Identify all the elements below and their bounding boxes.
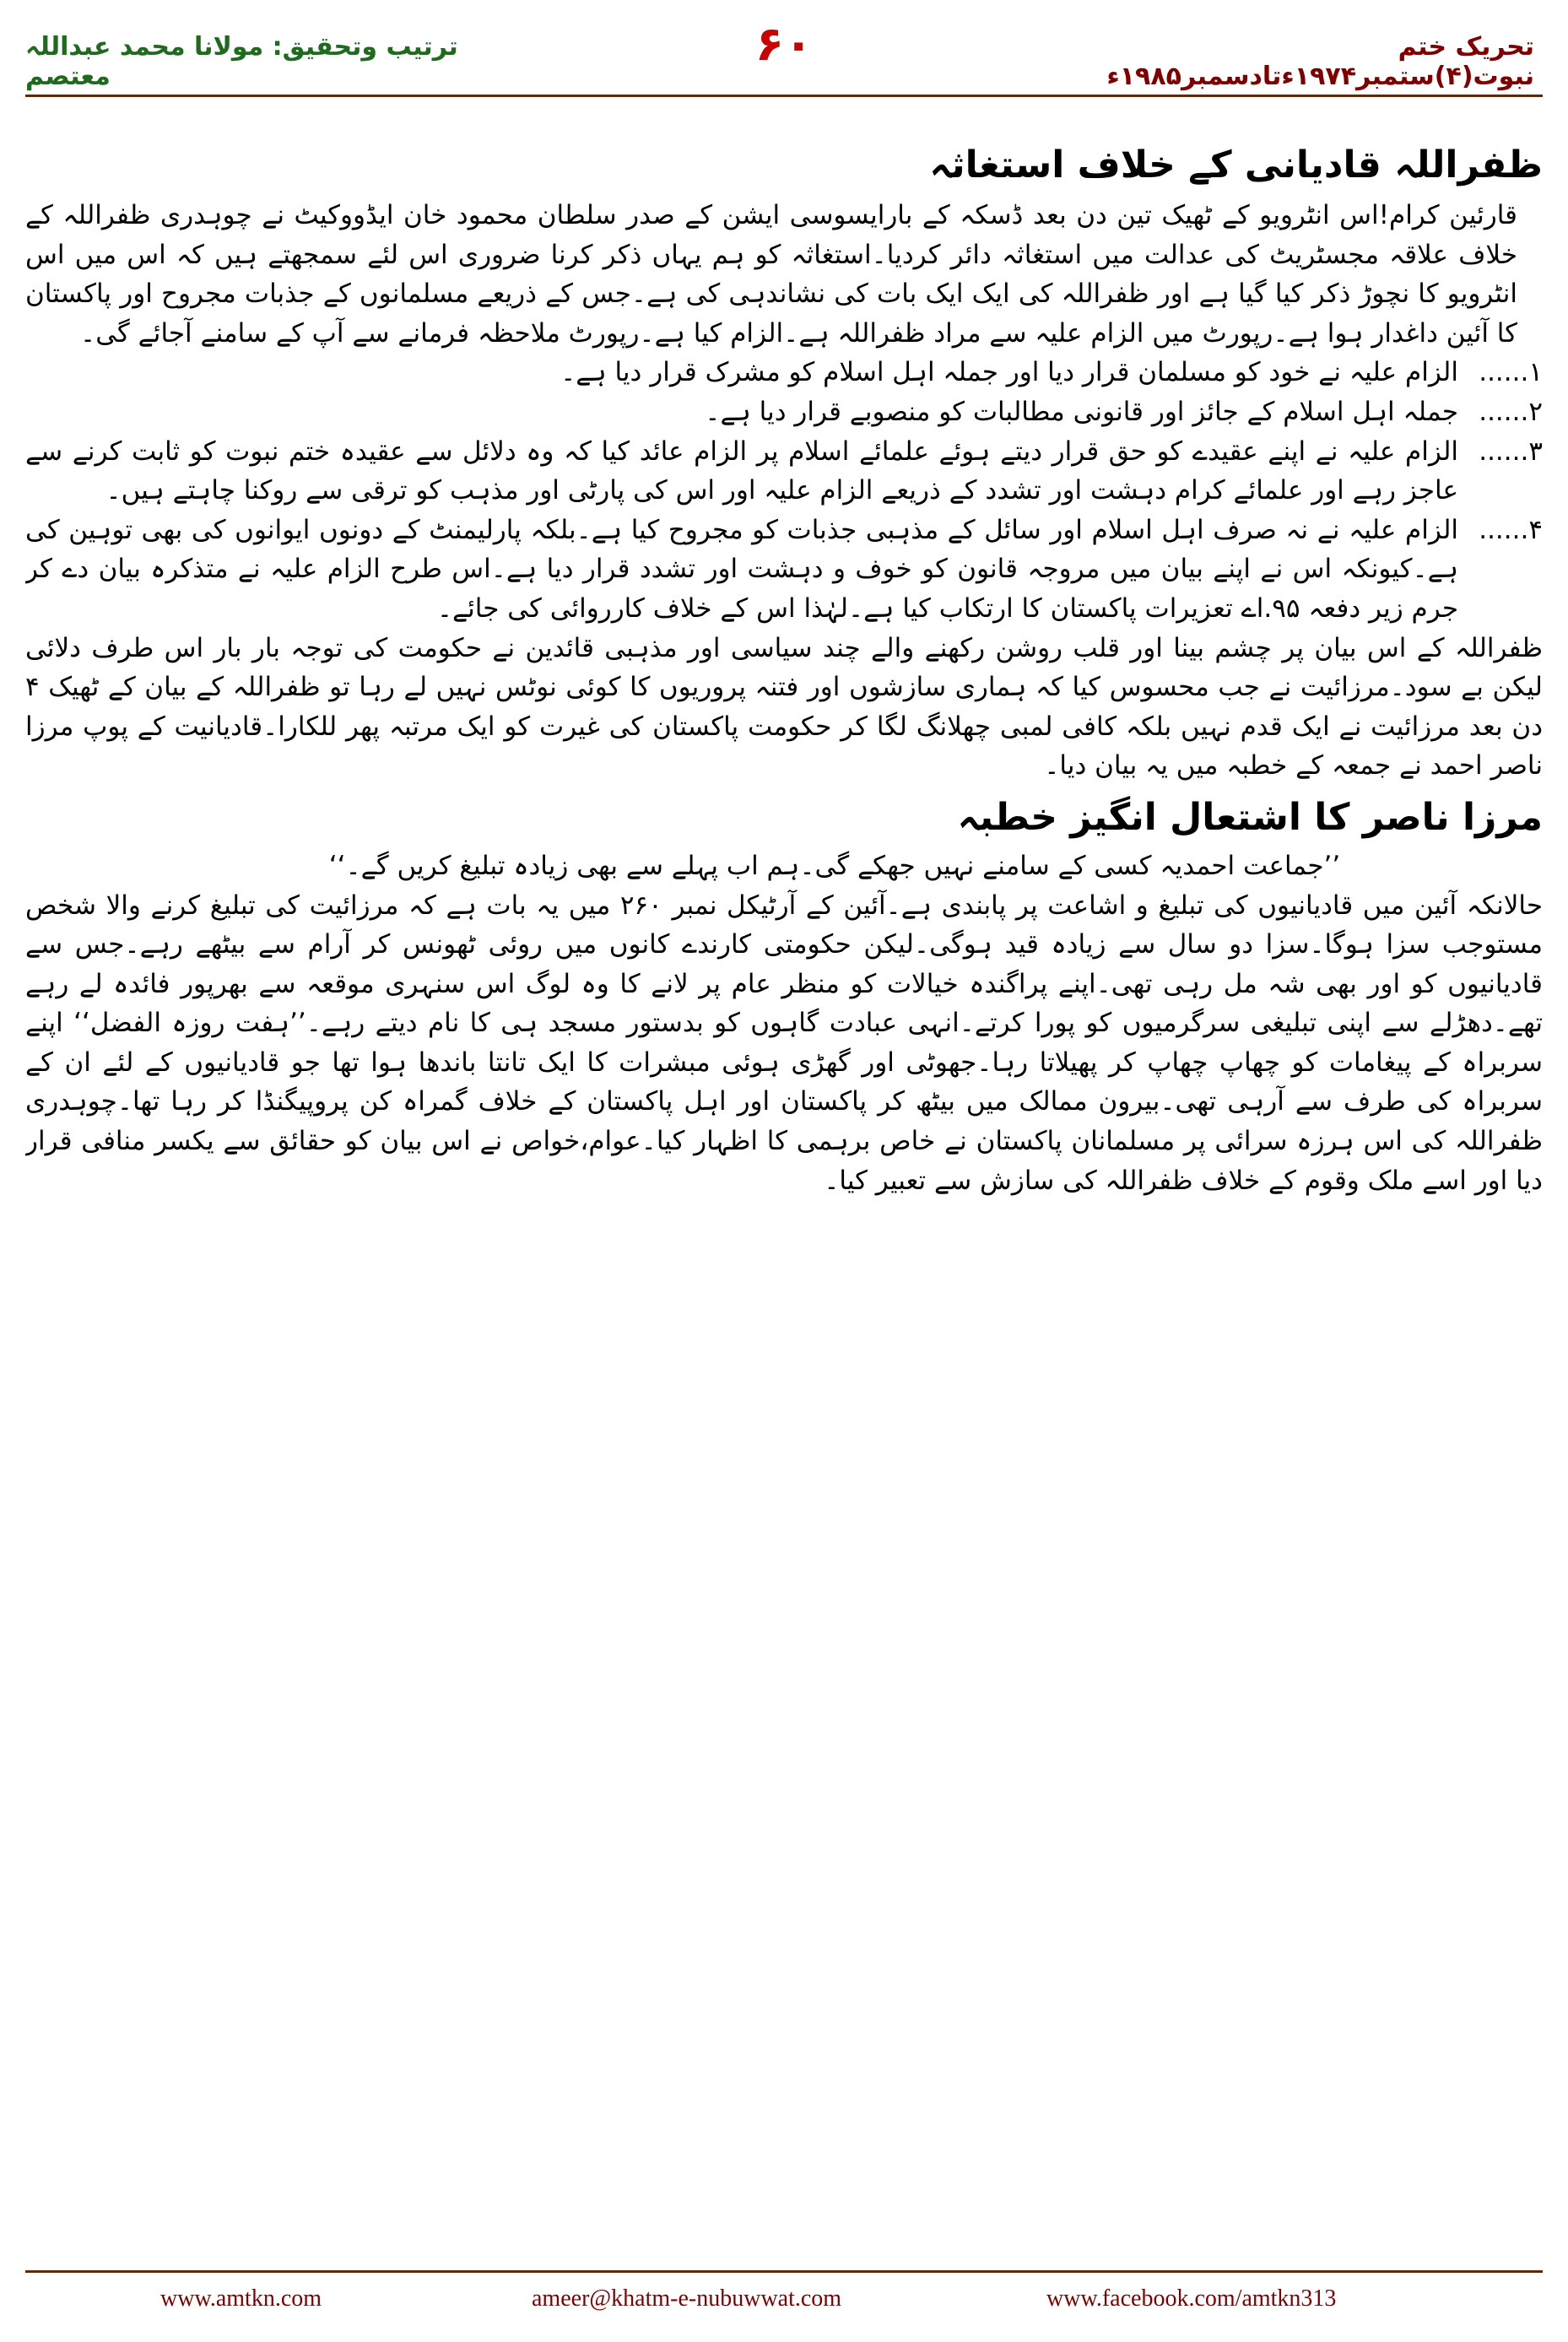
charge-text: الزام علیہ نے نہ صرف اہل اسلام اور سائل کے مذہبی جذبات کو مجروح کیا ہے۔بلکہ پارلیمنٹ کے دونوں ایوانوں کی بھی توہین کی ہے۔کیونکہ اس نے اپنے بیان میں مروجہ قانون کو خوف و دہشت اور تشدد قرار دیا ہے۔اس طرح الزام علیہ نے متذکرہ بیان دے کر جرم زیر دفعہ ۹۵.اے تعزیرات پاکستان کا ارتکاب کیا ہے۔لہٰذا اس کے خلاف کارروائی کی جائے۔ — [25, 514, 1458, 624]
website-link[interactable]: www.amtkn.com — [160, 2285, 322, 2312]
page-number: ۶۰ — [754, 17, 814, 72]
charge-item — [25, 392, 1543, 432]
page-footer — [0, 2270, 1568, 2342]
charge-text: الزام علیہ نے اپنے عقیدے کو حق قرار دیتے ہوئے علمائے اسلام پر الزام عائد کیا کہ وہ دلائل سے عقیدہ ختم نبوت کو ثابت کرنے سے عاجز رہے اور علمائے کرام دہشت اور تشدد کے ذریعے الزام علیہ اور اس کی پارٹی اور مذہب کو ترقی سے روکنا چاہتے ہیں۔ — [25, 435, 1458, 506]
header-divider — [25, 95, 1543, 97]
charge-item — [25, 432, 1543, 511]
charge-number: ۴...... — [1479, 514, 1543, 545]
section-heading-complaint: ظفراللہ قادیانی کے خلاف استغاثہ — [929, 143, 1543, 187]
charge-item — [25, 353, 1543, 392]
section-heading-sermon: مرزا ناصر کا اشتعال انگیز خطبہ — [957, 795, 1543, 839]
sermon-quote: ’’جماعت احمدیہ کسی کے سامنے نہیں جھکے گی۔ہم اب پہلے سے بھی زیادہ تبلیغ کریں گے۔‘‘ — [328, 850, 1341, 881]
footer-divider — [25, 2270, 1543, 2273]
compiler-credit-text: ترتیب وتحقیق: مولانا محمد عبداللہ معتصم — [25, 32, 458, 91]
charge-number: ۳...... — [1479, 435, 1543, 467]
charge-text: جملہ اہل اسلام کے جائز اور قانونی مطالبات کو منصوبے قرار دیا ہے۔ — [705, 396, 1458, 427]
article-body — [25, 127, 1543, 2203]
closing-paragraph: ظفراللہ کے اس بیان پر چشم بینا اور قلب روشن رکھنے والے چند سیاسی اور مذہبی قائدین نے حکومت کی توجہ بار بار اس طرف دلائی لیکن بے سود۔مرزائیت نے جب محسوس کیا کہ ہماری سازشوں اور فتنہ پروریوں کا کوئی نوٹس نہیں لے رہا تو ظفراللہ کے بیان کے ٹھیک ۴ دن بعد مرزائیت نے ایک قدم نہیں بلکہ کافی لمبی چھلانگ لگا کر حکومت پاکستان کی غیرت کو ایک مرتبہ پھر للکارا۔قادیانیت کے پوپ مرزا ناصر احمد نے جمعہ کے خطبہ میں یہ بیان دیا۔ — [25, 632, 1543, 782]
email-link[interactable]: ameer@khatm-e-nubuwwat.com — [532, 2285, 842, 2312]
charge-item — [25, 511, 1543, 629]
charge-number: ۲...... — [1479, 396, 1543, 427]
charge-number: ۱...... — [1479, 357, 1543, 388]
charge-text: الزام علیہ نے خود کو مسلمان قرار دیا اور جملہ اہل اسلام کو مشرک قرار دیا ہے۔ — [560, 357, 1458, 388]
compiler-credit — [25, 32, 498, 91]
series-title: تحریک ختم نبوت(۴)ستمبر۱۹۷۴ءتادسمبر۱۹۸۵ء — [1106, 32, 1534, 91]
page-header — [0, 0, 1568, 118]
facebook-link[interactable]: www.facebook.com/amtkn313 — [1046, 2285, 1337, 2312]
intro-paragraph: قارئین کرام!اس انٹرویو کے ٹھیک تین دن بعد ڈسکہ کے بارایسوسی ایشن کے صدر سلطان محمود خان ایڈووکیٹ نے چوہدری ظفراللہ کے خلاف علاقہ مجسٹریٹ کی عدالت میں استغاثہ دائر کردیا۔استغاثہ کو ہم یہاں ذکر کرنا ضروری اس لئے سمجھتے ہیں کہ اس میں اس انٹرویو کا نچوڑ ذکر کیا گیا ہے اور ظفراللہ کی ایک ایک بات کی نشاندہی کی ہے۔جس کے ذریعے مسلمانوں کے جذبات مجروح اور پاکستان کا آئین داغدار ہوا ہے۔رپورٹ میں الزام علیہ سے مراد ظفراللہ ہے۔الزام کیا ہے۔رپورٹ ملاحظہ فرمانے سے آپ کے سامنے آجائے گی۔ — [25, 200, 1517, 349]
body-paragraph: حالانکہ آئین میں قادیانیوں کی تبلیغ و اشاعت پر پابندی ہے۔آئین کے آرٹیکل نمبر ۲۶۰ میں یہ بات ہے کہ مرزائیت کی تبلیغ کرنے والا شخص مستوجب سزا ہوگا۔سزا دو سال سے زیادہ قید ہوگی۔لیکن حکومتی کارندے کانوں میں روئی ٹھونس کر آرام سے بیٹھے رہے۔جس سے قادیانیوں کو اور بھی شہ مل رہی تھی۔اپنے پراگندہ خیالات کو منظر عام پر لانے کا وہ لوگ اس سنہری موقعہ سے بھرپور فائدہ لے رہے تھے۔دھڑلے سے اپنی تبلیغی سرگرمیوں کو پورا کرتے۔انہی عبادت گاہوں کو بدستور مسجد ہی کا نام دیتے رہے۔’’ہفت روزہ الفضل‘‘ اپنے سربراہ کے پیغامات کو چھاپ چھاپ کر پھیلاتا رہا۔جھوٹی اور گھڑی ہوئی مبشرات کا ایک تانتا باندھا ہوا تھا جو قادیانیوں کے لئے ان کے سربراہ کی طرف سے آرہی تھی۔بیرون ممالک میں بیٹھ کر پاکستان اور اہل پاکستان کے خلاف گمراہ کن پروپیگنڈا کر رہا تھا۔چوہدری ظفراللہ کی اس ہرزہ سرائی پر مسلمانان پاکستان نے خاص برہمی کا اظہار کیا۔عوام،خواص نے اس بیان کو حقائق سے یکسر منافی قرار دیا اور اسے ملک وقوم کے خلاف ظفراللہ کی سازش سے تعبیر کیا۔ — [25, 890, 1543, 1196]
